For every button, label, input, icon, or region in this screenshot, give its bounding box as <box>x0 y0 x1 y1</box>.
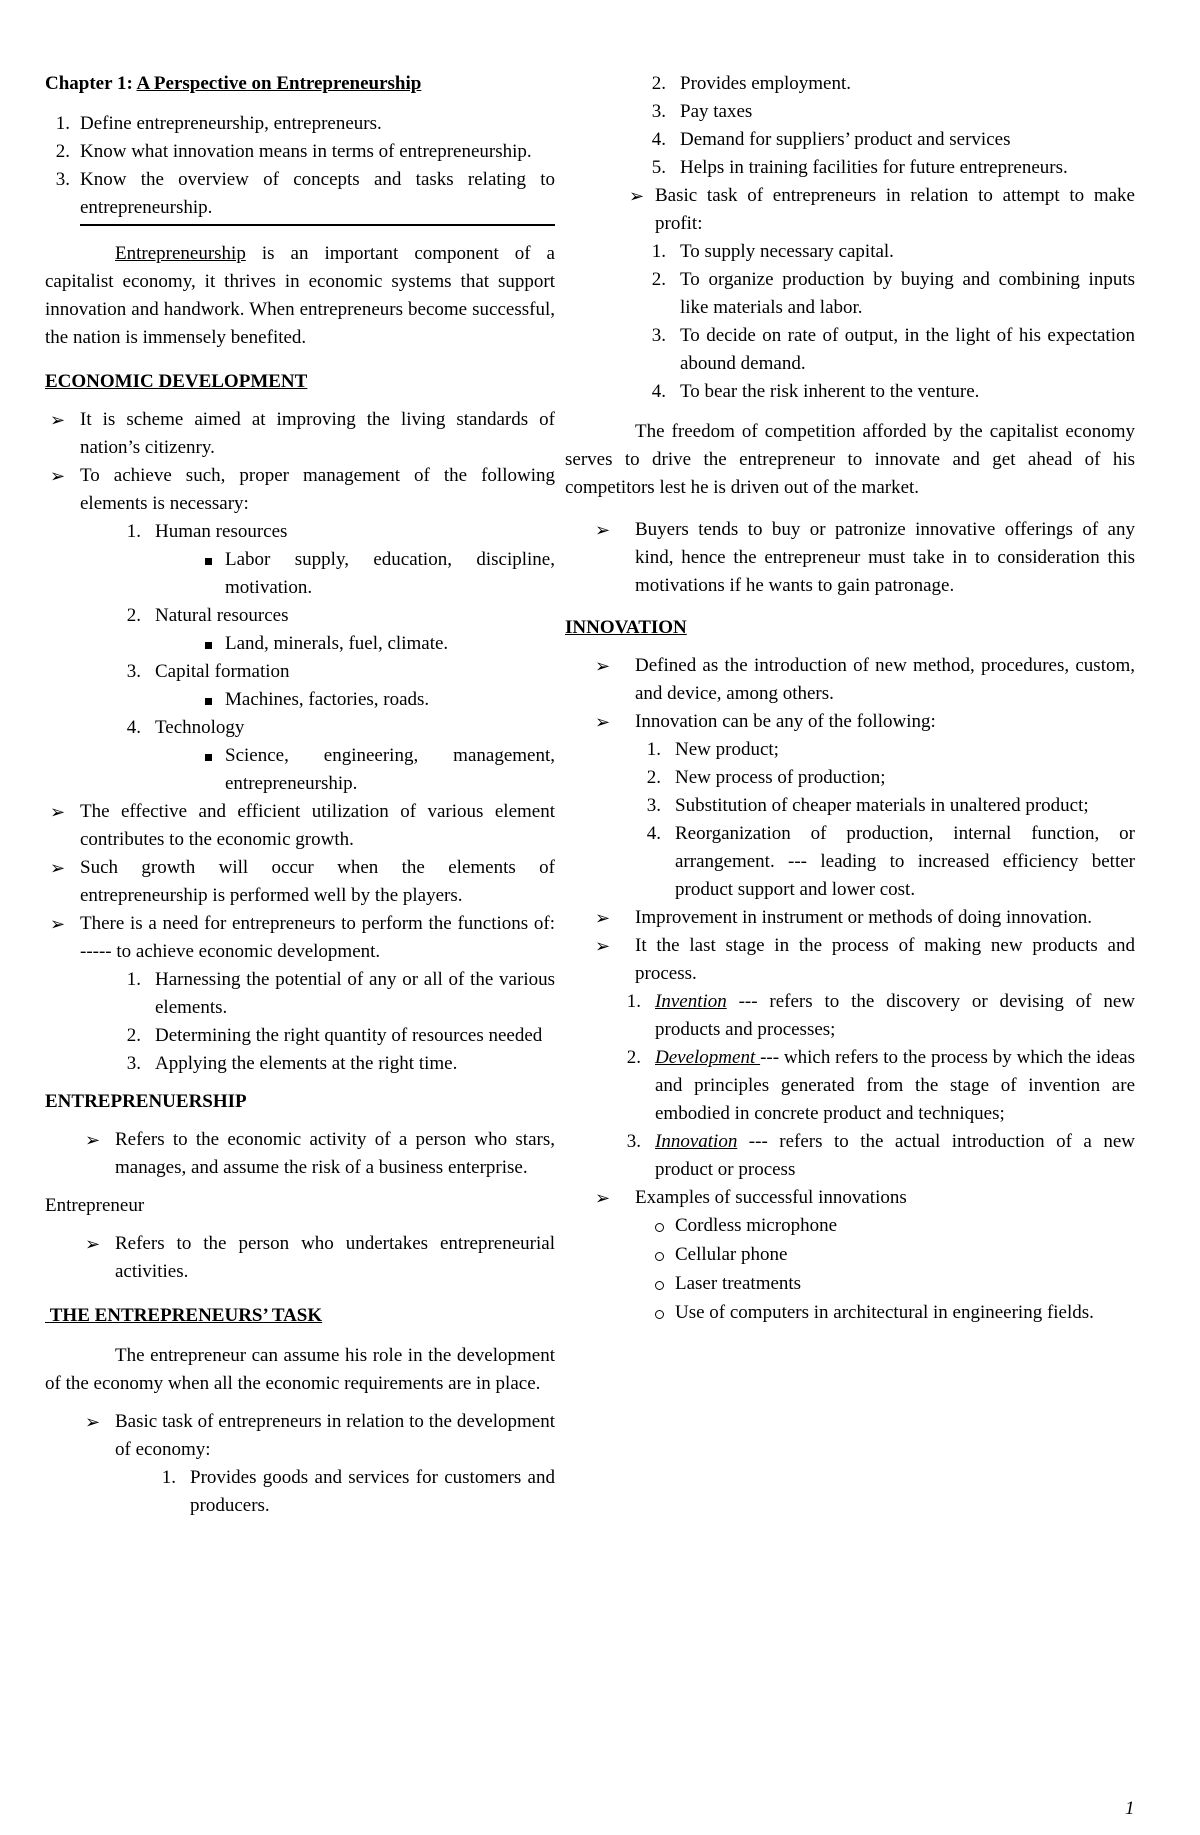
innovation-list <box>595 652 1135 1328</box>
list-item: ➢ Defined as the introduction of new method, procedures, custom, and device, among others. <box>625 652 1135 708</box>
list-item: 2. Natural resources <box>126 605 289 626</box>
square-bullet-icon <box>205 558 212 565</box>
list-item: ➢ There is a need for entrepreneurs to perform the functions of: ----- to achieve economic development. <box>45 910 555 966</box>
list-item: Cellular phone <box>625 1241 1135 1270</box>
list-item: ➢ The effective and efficient utilization of various element contributes to the economic growth. <box>45 798 555 854</box>
arrow-bullet-icon: ➢ <box>595 656 611 676</box>
list-item: 4. Reorganization of production, internal function, or arrangement. --- leading to increased efficiency better product support and lower cost. <box>646 823 1135 900</box>
list-item: ➢ To achieve such, proper management of the following elements is necessary: <box>45 462 555 518</box>
list-item: 3. To decide on rate of output, in the light of his expectation abound demand. <box>651 325 1135 374</box>
left-column <box>45 70 555 1520</box>
list-item: 2. Know what innovation means in terms of entrepreneurship. <box>55 141 532 162</box>
arrow-bullet-icon: ➢ <box>595 1188 611 1208</box>
list-item: ➢ Buyers tends to buy or patronize innovative offerings of any kind, hence the entrepreneur must take in to consideration this motivations if he wants to gain patronage. <box>625 516 1135 600</box>
circle-bullet-icon <box>655 1310 664 1319</box>
arrow-bullet-icon: ➢ <box>50 802 66 822</box>
list-item: 1. Define entrepreneurship, entrepreneurs. <box>55 113 382 134</box>
list-item: 3. Innovation --- refers to the actual introduction of a new product or process <box>626 1131 1135 1180</box>
list-item: 3. Substitution of cheaper materials in unaltered product; <box>646 795 1089 816</box>
list-item: 1. Provides goods and services for customers and producers. <box>161 1467 555 1516</box>
task-paragraph: The entrepreneur can assume his role in the development of the economy when all the economic requirements are in place. <box>45 1345 555 1394</box>
objectives-list <box>45 110 555 222</box>
circle-bullet-icon <box>655 1252 664 1261</box>
page-number: 1 <box>1125 1798 1135 1819</box>
list-item: Cordless microphone <box>625 1212 1135 1241</box>
list-item: ➢ Refers to the person who undertakes entrepreneurial activities. <box>45 1230 555 1286</box>
economic-development-list <box>45 406 555 1078</box>
task-items-list <box>625 70 1135 182</box>
arrow-bullet-icon: ➢ <box>50 466 66 486</box>
list-item: Laser treatments <box>625 1270 1135 1299</box>
horizontal-rule <box>80 224 555 226</box>
square-bullet-icon <box>205 698 212 705</box>
list-item: 3. Know the overview of concepts and tasks relating to entrepreneurship. <box>55 169 555 218</box>
list-item: ➢ Basic task of entrepreneurs in relation to the development of economy: <box>45 1408 555 1464</box>
list-item: 1. New product; <box>646 739 779 760</box>
intro-paragraph: Entrepreneurship is an important component of a capitalist economy, it thrives in economic systems that support innovation and handwork. When entrepreneurs become successful, the nation is immensely benefited. <box>45 243 555 348</box>
list-item: Labor supply, education, discipline, motivation. <box>45 546 555 602</box>
list-item: 5. Helps in training facilities for future entrepreneurs. <box>651 157 1068 178</box>
list-item: 1. Harnessing the potential of any or all of the various elements. <box>126 969 555 1018</box>
list-item: ➢ Innovation can be any of the following: <box>625 708 1135 736</box>
right-column <box>565 70 1135 1328</box>
list-item: 1. Invention --- refers to the discovery or devising of new products and processes; <box>626 991 1135 1040</box>
list-item: 2. Development --- which refers to the process by which the ideas and principles generated from the stage of invention are embodied in concrete product and techniques; <box>626 1047 1135 1124</box>
subheading: Entrepreneur <box>45 1195 145 1216</box>
arrow-bullet-icon: ➢ <box>595 712 611 732</box>
section-heading: ECONOMIC DEVELOPMENT <box>45 371 308 392</box>
arrow-bullet-icon: ➢ <box>595 908 611 928</box>
profit-list <box>625 238 1135 406</box>
arrow-bullet-icon: ➢ <box>629 186 645 206</box>
list-item: 1. Human resources <box>126 521 288 542</box>
list-item: 2. Provides employment. <box>651 73 851 94</box>
arrow-bullet-icon: ➢ <box>50 858 66 878</box>
list-item: 3. Capital formation <box>126 661 290 682</box>
list-item: ➢ Basic task of entrepreneurs in relation to attempt to make profit: <box>625 182 1135 238</box>
freedom-paragraph: The freedom of competition afforded by the capitalist economy serves to drive the entrepreneur to innovate and get ahead of his competitors lest he is driven out of the market. <box>565 421 1135 498</box>
list-item: ➢ It the last stage in the process of making new products and process. <box>625 932 1135 988</box>
list-item: ➢ Examples of successful innovations <box>625 1184 1135 1212</box>
list-item: ➢ It is scheme aimed at improving the living standards of nation’s citizenry. <box>45 406 555 462</box>
chapter-title: Chapter 1: A Perspective on Entrepreneurship <box>45 73 422 94</box>
list-item: ➢ Refers to the economic activity of a person who stars, manages, and assume the risk of a business enterprise. <box>45 1126 555 1182</box>
section-heading: ENTREPRENUERSHIP <box>45 1091 247 1112</box>
circle-bullet-icon <box>655 1223 664 1232</box>
list-item: 2. Determining the right quantity of resources needed <box>126 1025 543 1046</box>
list-item: 1. To supply necessary capital. <box>651 241 894 262</box>
list-item: Science, engineering, management, entrepreneurship. <box>45 742 555 798</box>
circle-bullet-icon <box>655 1281 664 1290</box>
arrow-bullet-icon: ➢ <box>85 1412 101 1432</box>
section-heading: INNOVATION <box>565 617 687 638</box>
arrow-bullet-icon: ➢ <box>50 914 66 934</box>
list-item: 3. Applying the elements at the right time. <box>126 1053 458 1074</box>
list-item: 4. To bear the risk inherent to the venture. <box>651 381 980 402</box>
section-heading: THE ENTREPRENEURS’ TASK <box>49 1305 323 1326</box>
list-item: 4. Technology <box>126 717 245 738</box>
list-item: ➢ Such growth will occur when the elements of entrepreneurship is performed well by the players. <box>45 854 555 910</box>
list-item: Use of computers in architectural in engineering fields. <box>625 1299 1135 1328</box>
arrow-bullet-icon: ➢ <box>595 520 611 540</box>
arrow-bullet-icon: ➢ <box>595 936 611 956</box>
list-item: Machines, factories, roads. <box>45 686 555 714</box>
list-item: 3. Pay taxes <box>651 101 753 122</box>
arrow-bullet-icon: ➢ <box>85 1130 101 1150</box>
list-item: Land, minerals, fuel, climate. <box>45 630 555 658</box>
square-bullet-icon <box>205 754 212 761</box>
list-item: 2. To organize production by buying and combining inputs like materials and labor. <box>651 269 1135 318</box>
list-item: 4. Demand for suppliers’ product and services <box>651 129 1011 150</box>
list-item: 2. New process of production; <box>646 767 886 788</box>
arrow-bullet-icon: ➢ <box>85 1234 101 1254</box>
list-item: ➢ Improvement in instrument or methods of doing innovation. <box>625 904 1135 932</box>
arrow-bullet-icon: ➢ <box>50 410 66 430</box>
square-bullet-icon <box>205 642 212 649</box>
